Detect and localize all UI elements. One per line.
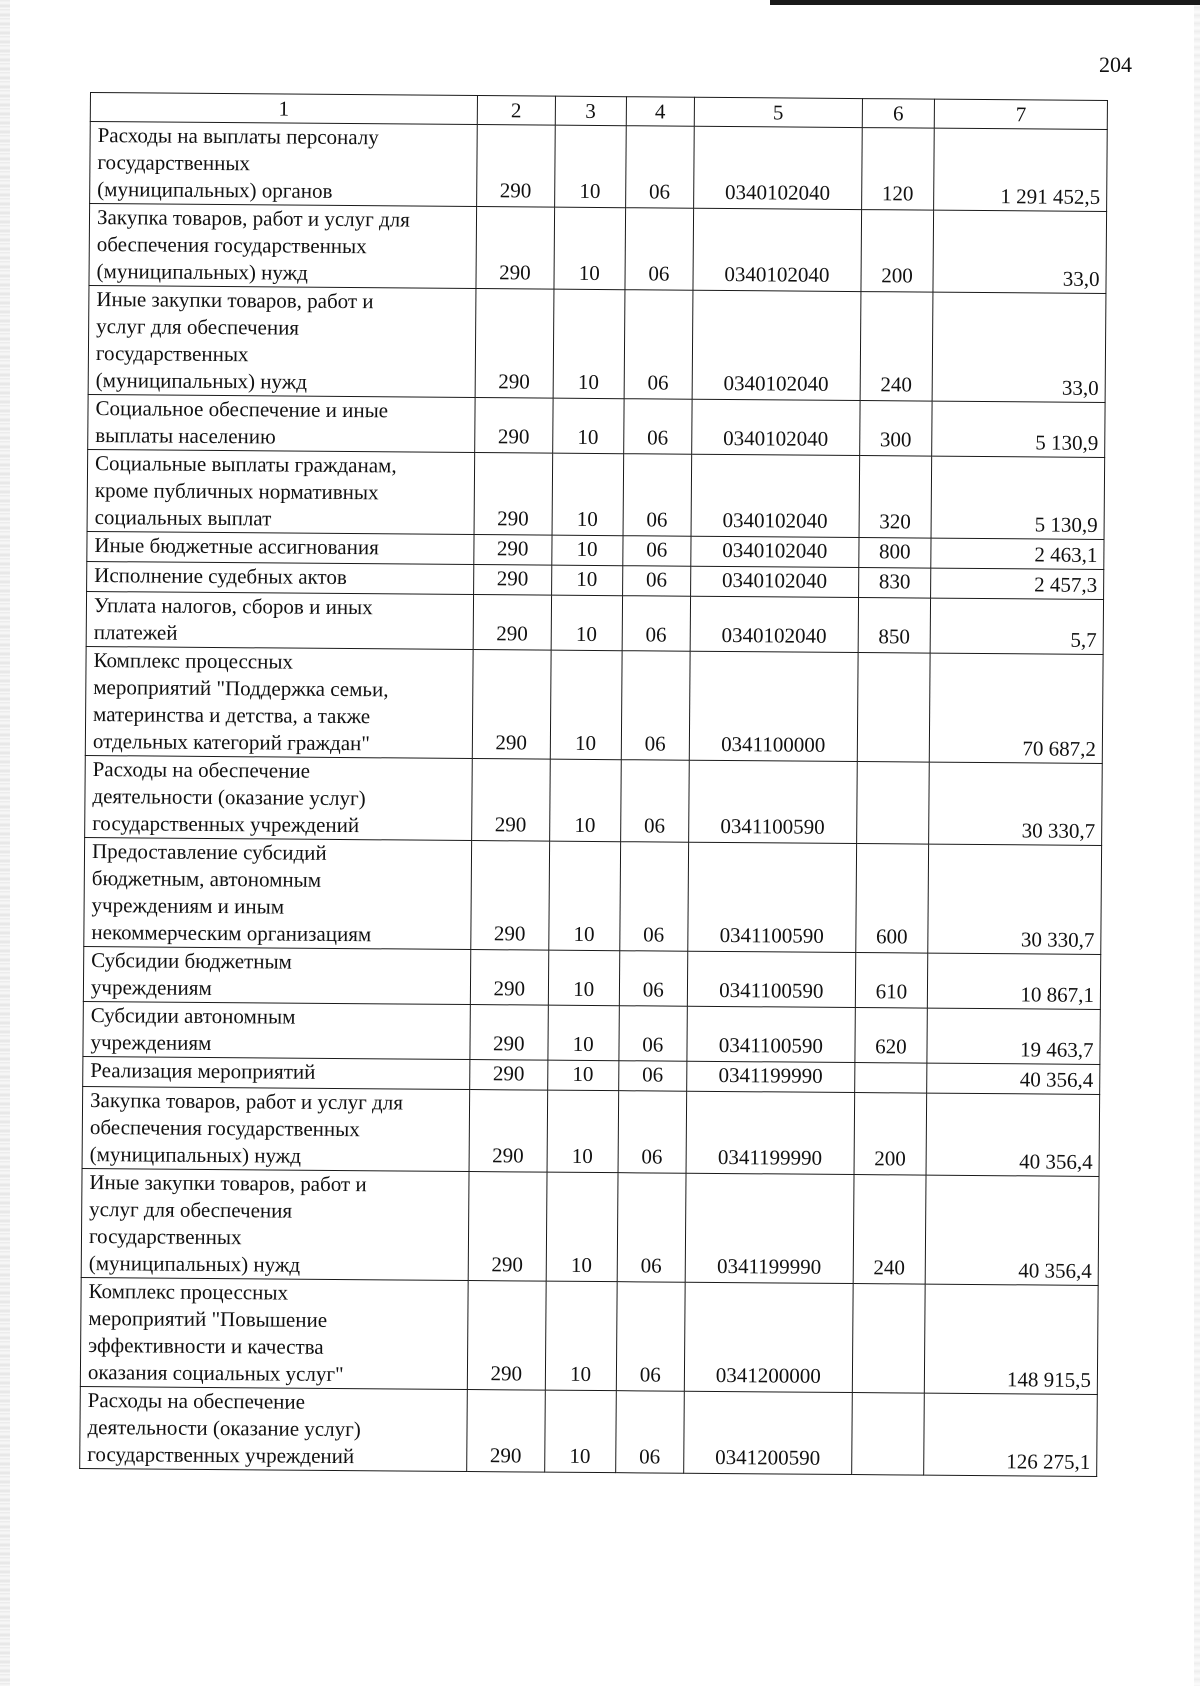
row-col-5: 0341199990 [685, 1173, 853, 1283]
row-col-5: 0340102040 [693, 208, 861, 291]
row-amount: 30 330,7 [928, 844, 1102, 954]
row-col-4: 06 [624, 290, 693, 400]
table-row [84, 837, 1102, 954]
row-col-4: 06 [618, 1061, 687, 1092]
row-name: Иные закупки товаров, работ и услуг для обеспечения государственных (муниципальных) нужд [88, 285, 476, 397]
row-col-3: 10 [544, 1390, 615, 1473]
row-col-3: 10 [546, 1172, 618, 1282]
row-col-6: 800 [858, 538, 931, 569]
row-name: Расходы на обеспечение деятельности (оказание услуг) государственных учреждений [80, 1386, 467, 1471]
row-name: Социальные выплаты гражданам, кроме публичных нормативных социальных выплат [87, 449, 474, 534]
row-col-6: 240 [860, 292, 934, 402]
row-col-6: 600 [855, 844, 929, 954]
budget-table [79, 92, 1108, 1477]
row-col-2: 290 [468, 1172, 547, 1282]
row-name: Исполнение судебных актов [87, 561, 474, 594]
row-col-5: 0341100590 [687, 1006, 855, 1062]
row-col-6: 620 [854, 1008, 927, 1064]
row-col-5: 0340102040 [691, 454, 859, 537]
row-col-5: 0340102040 [691, 536, 859, 567]
row-col-4: 06 [617, 1173, 686, 1283]
row-col-3: 10 [554, 125, 625, 208]
row-col-6: 200 [854, 1093, 927, 1176]
row-col-2: 290 [470, 1060, 548, 1091]
header-cell-1: 1 [90, 93, 477, 125]
table-row [88, 394, 1105, 457]
row-col-5: 0340102040 [690, 596, 858, 652]
row-col-6: 610 [855, 953, 928, 1009]
row-name: Социальное обеспечение и иные выплаты населению [88, 394, 475, 452]
row-col-6: 240 [853, 1175, 927, 1285]
row-col-6: 200 [861, 210, 934, 293]
row-col-3: 10 [552, 535, 623, 566]
row-col-6 [851, 1393, 924, 1476]
row-amount: 2 457,3 [931, 568, 1104, 599]
row-name: Расходы на обеспечение деятельности (оказание услуг) государственных учреждений [85, 755, 472, 840]
row-name: Уплата налогов, сборов и иных платежей [86, 591, 473, 649]
header-cell-5: 5 [694, 97, 862, 127]
header-cell-4: 4 [626, 97, 695, 127]
row-col-2: 290 [472, 650, 551, 760]
table-row [87, 449, 1105, 539]
row-col-5: 0340102040 [691, 566, 859, 597]
table-body [80, 122, 1108, 1477]
row-col-5: 0341199990 [687, 1061, 855, 1092]
row-col-3: 10 [550, 650, 622, 760]
row-col-6 [852, 1284, 926, 1394]
row-col-5: 0341200590 [684, 1391, 852, 1474]
row-col-6: 830 [858, 568, 931, 599]
table-row [80, 1277, 1098, 1394]
row-name: Закупка товаров, работ и услуг для обеспечения государственных (муниципальных) нужд [89, 204, 476, 289]
row-amount: 30 330,7 [929, 762, 1102, 845]
row-amount: 5 130,9 [932, 401, 1105, 457]
row-col-5: 0340102040 [692, 399, 860, 455]
row-col-6: 850 [858, 598, 931, 654]
row-col-5: 0341199990 [686, 1091, 854, 1174]
row-col-3: 10 [549, 759, 620, 842]
table-row [82, 1086, 1100, 1176]
row-amount: 19 463,7 [927, 1008, 1100, 1064]
row-col-3: 10 [554, 207, 625, 290]
row-amount: 33,0 [932, 292, 1106, 402]
row-col-4: 06 [618, 1006, 687, 1062]
row-col-4: 06 [623, 454, 692, 537]
row-col-2: 290 [473, 595, 551, 651]
table-row [90, 122, 1108, 212]
row-amount: 2 463,1 [931, 538, 1104, 569]
table-row [89, 204, 1107, 294]
row-col-4: 06 [615, 1391, 684, 1474]
row-col-6 [854, 1063, 927, 1094]
table-row [80, 1386, 1098, 1476]
row-amount: 148 915,5 [925, 1284, 1099, 1394]
table-row [86, 591, 1103, 654]
row-col-4: 06 [622, 566, 691, 597]
row-col-5: 0340102040 [692, 290, 860, 400]
row-col-6: 300 [859, 401, 932, 457]
row-col-5: 0341100590 [689, 760, 857, 843]
row-col-3: 10 [547, 1090, 618, 1173]
table-row [83, 946, 1100, 1009]
row-col-2: 290 [476, 125, 555, 208]
row-col-4: 06 [619, 842, 688, 952]
row-amount: 40 356,4 [927, 1063, 1100, 1094]
scan-edge-left [0, 0, 10, 1686]
row-col-4: 06 [621, 651, 690, 761]
row-col-2: 290 [471, 759, 550, 842]
row-col-2: 290 [474, 535, 552, 566]
scan-top-bar [770, 0, 1200, 5]
row-col-5: 0341100000 [689, 651, 857, 761]
row-col-5: 0341100590 [688, 842, 856, 952]
row-col-3: 10 [545, 1281, 617, 1391]
row-col-5: 0341200000 [684, 1282, 852, 1392]
row-name: Предоставление субсидий бюджетным, автономным учреждениям и иным некоммерческим организациям [84, 837, 472, 949]
row-col-2: 290 [470, 1005, 548, 1061]
table-row [85, 646, 1103, 763]
row-amount: 70 687,2 [930, 653, 1104, 763]
row-col-5: 0341100590 [687, 951, 855, 1007]
row-col-4: 06 [616, 1282, 685, 1392]
table-row [85, 755, 1103, 845]
row-name: Иные закупки товаров, работ и услуг для обеспечения государственных (муниципальных) нужд [81, 1168, 469, 1280]
row-col-3: 10 [549, 841, 621, 951]
row-name: Комплекс процессных мероприятий "Поддержка семьи, материнства и детства, а также отдельных категорий граждан" [85, 646, 473, 758]
row-col-4: 06 [622, 536, 691, 567]
row-col-2: 290 [471, 841, 550, 951]
row-col-2: 290 [470, 950, 548, 1006]
row-col-3: 10 [553, 289, 625, 399]
row-col-3: 10 [548, 950, 619, 1006]
row-col-4: 06 [623, 399, 692, 455]
row-name: Комплекс процессных мероприятий "Повышение эффективности и качества оказания социальных услуг" [80, 1277, 468, 1389]
row-amount: 10 867,1 [928, 953, 1101, 1009]
row-col-2: 290 [467, 1390, 546, 1473]
row-col-5: 0340102040 [694, 126, 862, 209]
header-cell-3: 3 [555, 96, 626, 126]
row-name: Иные бюджетные ассигнования [87, 531, 474, 564]
row-col-2: 290 [469, 1090, 548, 1173]
row-col-2: 290 [476, 207, 555, 290]
row-col-2: 290 [473, 565, 551, 596]
row-col-4: 06 [618, 1091, 687, 1174]
row-col-4: 06 [620, 760, 689, 843]
table-row [88, 285, 1106, 402]
row-col-3: 10 [547, 1060, 618, 1091]
row-col-6: 120 [861, 128, 934, 211]
row-col-2: 290 [467, 1281, 546, 1391]
row-name: Закупка товаров, работ и услуг для обеспечения государственных (муниципальных) нужд [82, 1086, 469, 1171]
row-col-2: 290 [474, 453, 553, 536]
row-col-4: 06 [619, 951, 688, 1007]
row-col-3: 10 [551, 565, 622, 596]
row-amount: 126 275,1 [924, 1393, 1097, 1476]
scan-edge-right [1194, 0, 1200, 1686]
row-name: Субсидии бюджетным учреждениям [83, 946, 470, 1004]
row-amount: 40 356,4 [925, 1175, 1099, 1285]
row-amount: 5 130,9 [931, 456, 1104, 539]
page-number: 204 [1099, 52, 1132, 77]
row-col-3: 10 [548, 1005, 619, 1061]
row-amount: 5,7 [930, 598, 1103, 654]
header-cell-7: 7 [935, 99, 1108, 129]
table-row [81, 1168, 1099, 1285]
row-amount: 40 356,4 [926, 1093, 1099, 1176]
row-name: Расходы на выплаты персоналу государственных (муниципальных) органов [90, 122, 477, 207]
row-col-2: 290 [475, 398, 553, 454]
row-col-4: 06 [624, 208, 693, 291]
row-col-4: 06 [625, 126, 694, 209]
row-col-3: 10 [552, 398, 623, 454]
row-col-3: 10 [551, 595, 622, 651]
table-row [83, 1001, 1100, 1064]
row-name: Реализация мероприятий [83, 1056, 470, 1089]
header-cell-2: 2 [477, 96, 555, 126]
row-col-6: 320 [859, 456, 932, 539]
row-amount: 1 291 452,5 [934, 128, 1107, 211]
row-col-2: 290 [475, 289, 554, 399]
row-col-6 [857, 653, 931, 763]
row-name: Субсидии автономным учреждениям [83, 1001, 470, 1059]
row-col-4: 06 [622, 596, 691, 652]
row-amount: 33,0 [933, 210, 1106, 293]
header-cell-6: 6 [862, 99, 935, 129]
row-col-3: 10 [552, 453, 623, 536]
row-col-6 [856, 762, 929, 845]
